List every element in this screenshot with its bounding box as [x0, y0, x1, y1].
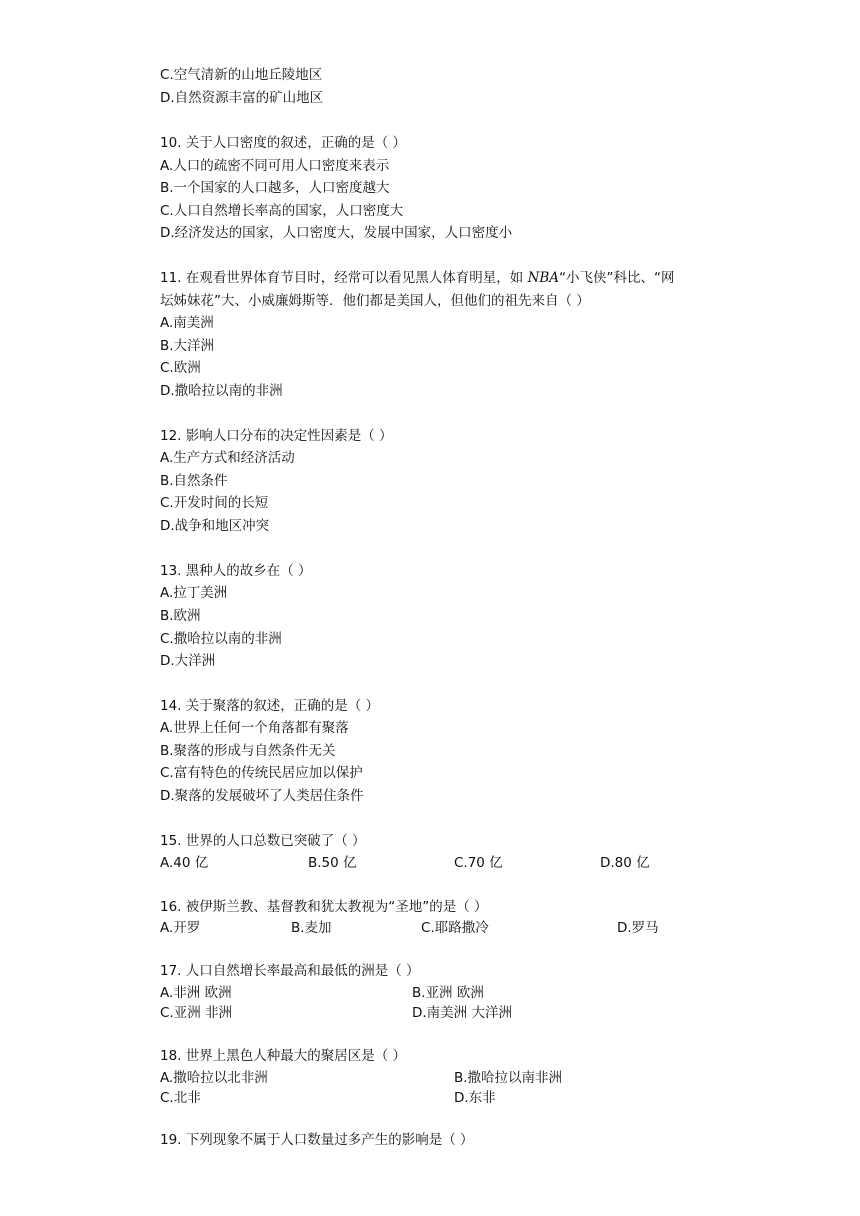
q14-option-a: A.世界上任何一个角落都有聚落 — [160, 720, 349, 736]
q14-option-c: C.富有特色的传统民居应加以保护 — [160, 765, 363, 781]
q11-option-b: B.大洋洲 — [160, 338, 215, 354]
q12-stem: 12. 影响人口分布的决定性因素是（ ） — [160, 428, 393, 444]
q17-option-d: D.南美洲 大洋洲 — [412, 1005, 512, 1021]
q17-options-row2 — [160, 1003, 800, 1023]
q11-option-c: C.欧洲 — [160, 360, 201, 376]
q18-options-row1 — [160, 1068, 800, 1088]
q14-option-d: D.聚落的发展破坏了人类居住条件 — [160, 788, 364, 804]
q14-stem: 14. 关于聚落的叙述，正确的是（ ） — [160, 698, 380, 714]
q15-option-a: A.40 亿 — [160, 855, 209, 871]
q11-stem-line2: 坛姊妹花”大、小威廉姆斯等．他们都是美国人，但他们的祖先来自（ ） — [160, 293, 590, 309]
q15-stem: 15. 世界的人口总数已突破了（ ） — [160, 833, 366, 849]
q12-option-a: A.生产方式和经济活动 — [160, 450, 295, 466]
q10-option-b: B.一个国家的人口越多，人口密度越大 — [160, 180, 390, 196]
q16-option-a: A.开罗 — [160, 920, 201, 936]
q11-text-part1: 11. 在观看世界体育节目时，经常可以看见黑人体育明星，如 — [160, 270, 528, 286]
q16-option-b: B.麦加 — [291, 920, 332, 936]
q16-option-c: C.耶路撒冷 — [421, 920, 489, 936]
q14-option-b: B.聚落的形成与自然条件无关 — [160, 743, 336, 759]
q13-option-d: D.大洋洲 — [160, 653, 216, 669]
q17-options-row1 — [160, 983, 800, 1003]
q19-stem: 19. 下列现象不属于人口数量过多产生的影响是（ ） — [160, 1132, 474, 1148]
q12-option-b: B.自然条件 — [160, 473, 228, 489]
q10-option-d: D.经济发达的国家，人口密度大，发展中国家，人口密度小 — [160, 225, 513, 241]
q18-option-d: D.东非 — [454, 1090, 496, 1106]
q11-stem-line1 — [160, 267, 675, 289]
q10-option-c: C.人口自然增长率高的国家，人口密度大 — [160, 203, 404, 219]
q13-option-c: C.撒哈拉以南的非洲 — [160, 631, 282, 647]
q12-option-d: D.战争和地区冲突 — [160, 518, 270, 534]
q13-option-a: A.拉丁美洲 — [160, 585, 228, 601]
q13-option-b: B.欧洲 — [160, 608, 201, 624]
q16-options-row — [160, 918, 800, 938]
q18-options-row2 — [160, 1088, 800, 1108]
q15-option-c: C.70 亿 — [454, 855, 503, 871]
q15-option-b: B.50 亿 — [308, 855, 357, 871]
q18-stem: 18. 世界上黑色人种最大的聚居区是（ ） — [160, 1048, 407, 1064]
q18-option-a: A.撒哈拉以北非洲 — [160, 1070, 268, 1086]
q10-stem: 10. 关于人口密度的叙述，正确的是（ ） — [160, 135, 407, 151]
q17-option-b: B.亚洲 欧洲 — [412, 985, 484, 1001]
q10-option-a: A.人口的疏密不同可用人口密度来表示 — [160, 158, 390, 174]
q18-option-c: C.北非 — [160, 1090, 201, 1106]
q11-nba: NBA — [527, 270, 560, 286]
q9-option-d: D.自然资源丰富的矿山地区 — [160, 90, 324, 106]
q17-option-a: A.非洲 欧洲 — [160, 985, 232, 1001]
q11-option-d: D.撒哈拉以南的非洲 — [160, 383, 283, 399]
q17-option-c: C.亚洲 非洲 — [160, 1005, 233, 1021]
q15-option-d: D.80 亿 — [600, 855, 650, 871]
q16-stem: 16. 被伊斯兰教、基督教和犹太教视为“圣地”的是（ ） — [160, 899, 488, 915]
q12-option-c: C.开发时间的长短 — [160, 495, 269, 511]
q13-stem: 13. 黑种人的故乡在（ ） — [160, 563, 312, 579]
q11-text-part2: “小飞侠”科比、“网 — [559, 270, 675, 286]
q15-options-row — [160, 853, 800, 873]
q17-stem: 17. 人口自然增长率最高和最低的洲是（ ） — [160, 963, 420, 979]
q9-option-c: C.空气清新的山地丘陵地区 — [160, 67, 323, 83]
q18-option-b: B.撒哈拉以南非洲 — [454, 1070, 563, 1086]
q11-option-a: A.南美洲 — [160, 315, 214, 331]
q16-option-d: D.罗马 — [617, 920, 659, 936]
